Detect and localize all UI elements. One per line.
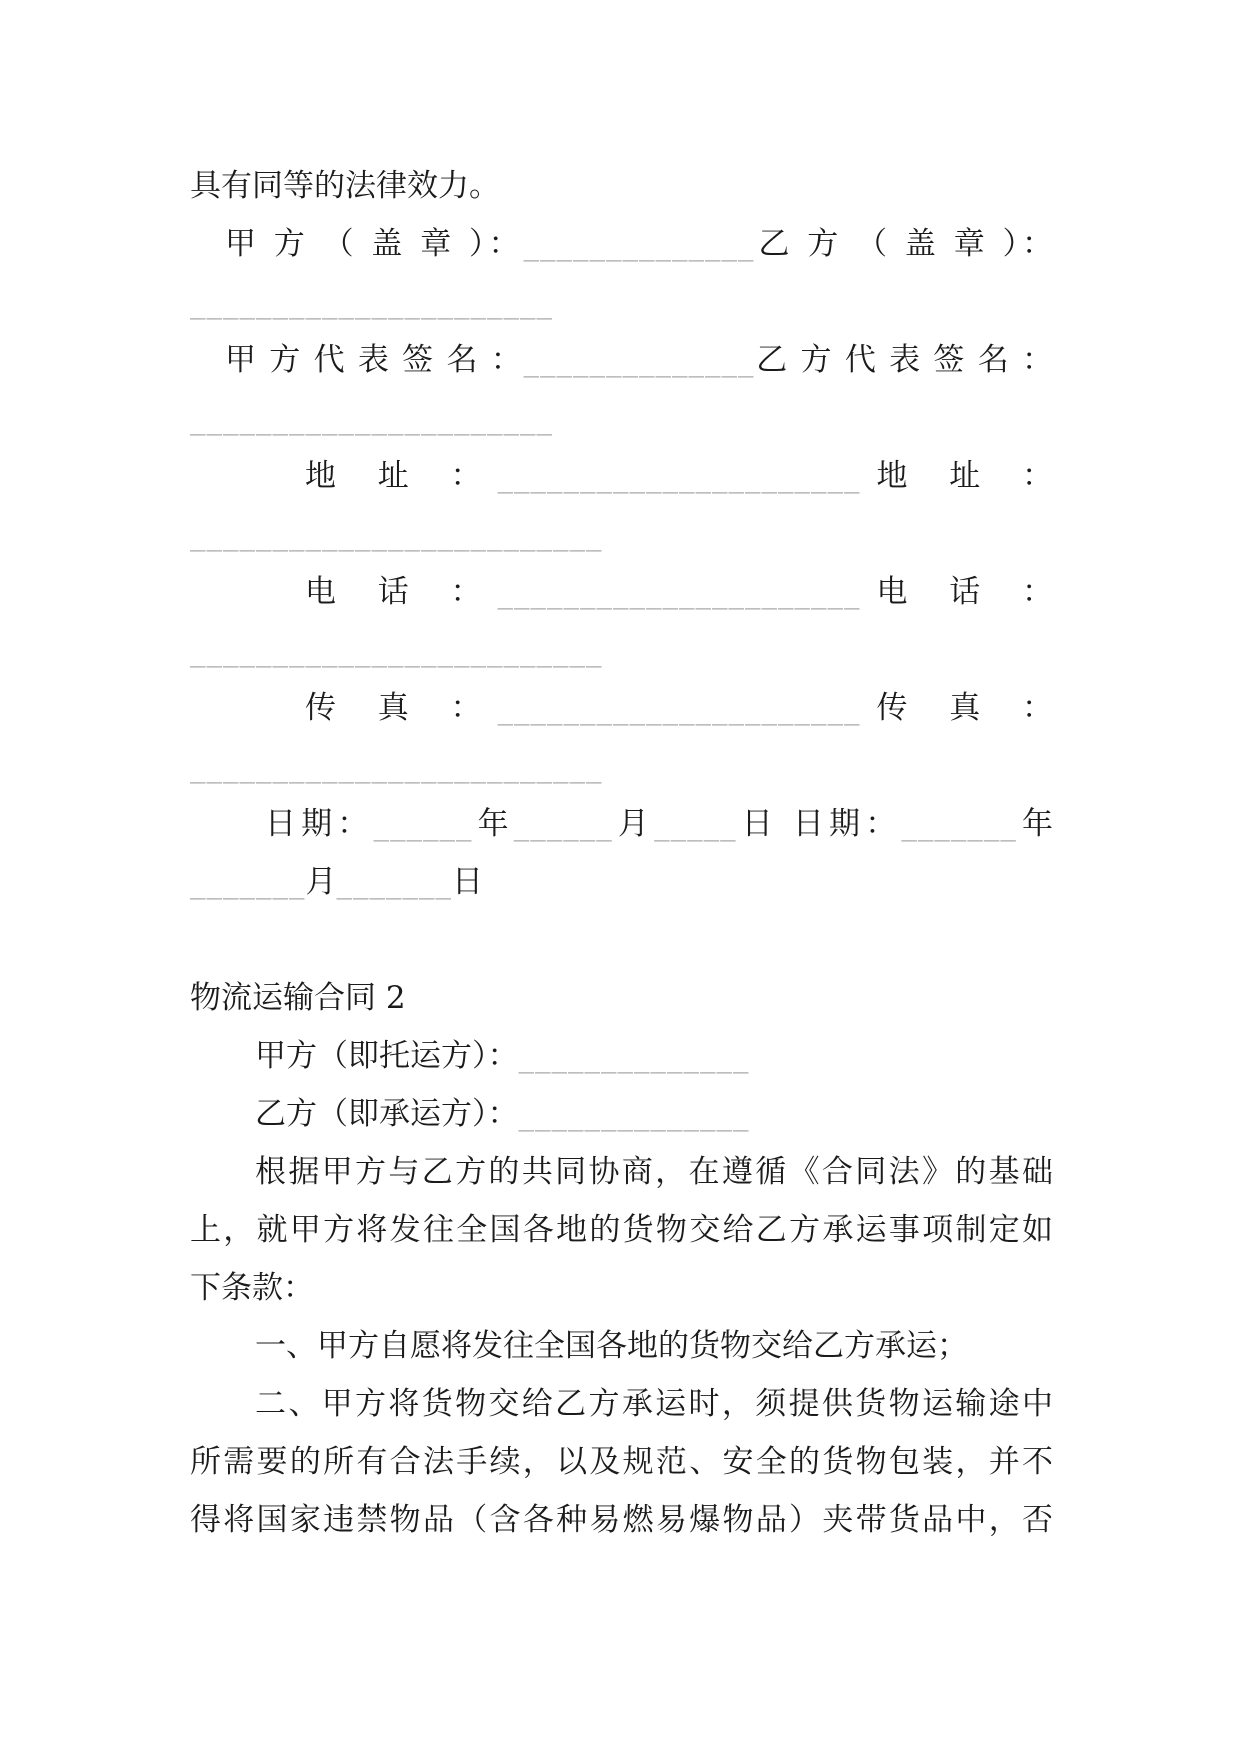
seal-row [190, 215, 1053, 273]
blank-fill-field: ______ [513, 806, 613, 842]
clause-item-2-line-3 [190, 1491, 1053, 1549]
text-run: 地 址 ： [860, 458, 1053, 494]
preamble-line-2 [190, 1201, 1053, 1259]
text-run: 物流运输合同 2 [190, 980, 406, 1016]
text-run: 日 [452, 864, 483, 900]
blank-fill-field: ______________ [523, 342, 755, 378]
blank-fill-field: ______________________ [497, 690, 861, 726]
text-run: 上，就甲方将发往全国各地的货物交给乙方承运事项制定如 [190, 1212, 1053, 1248]
clause-item-1 [190, 1317, 1053, 1375]
text-run: 下条款： [190, 1270, 314, 1306]
text-run: 电 话 ： [305, 574, 498, 610]
blank-fill-field: _________________________ [190, 632, 603, 668]
blank-fill-field: ______________ [518, 1096, 750, 1132]
preamble-line-3 [190, 1259, 1053, 1317]
blank-fill-line [190, 621, 1053, 679]
blank-fill-field: ______________________ [497, 458, 861, 494]
clause-tail-line [190, 157, 1053, 215]
document-body [190, 157, 1053, 1549]
section-title [190, 969, 1053, 1027]
text-run: 所需要的所有合法手续，以及规范、安全的货物包装，并不 [190, 1444, 1053, 1480]
blank-fill-field: _______ [901, 806, 1017, 842]
text-run: 日期： [265, 806, 374, 842]
spacer-line [190, 911, 1053, 969]
text-run: 电 话 ： [860, 574, 1053, 610]
clause-item-2-line-1 [190, 1375, 1053, 1433]
blank-fill-line [190, 505, 1053, 563]
text-run: 地 址 ： [305, 458, 498, 494]
blank-fill-line [190, 737, 1053, 795]
text-run: 日 日期： [736, 806, 902, 842]
representative-sign-row [190, 331, 1053, 389]
blank-fill-field: ______________ [523, 226, 755, 262]
blank-fill-field: ______________________ [190, 284, 553, 320]
fax-row [190, 679, 1053, 737]
blank-fill-field: ______________________ [190, 400, 553, 436]
text-run: 月 [305, 864, 337, 900]
blank-fill-field: ______ [373, 806, 473, 842]
text-run: 月 [612, 806, 655, 842]
text-run: 二、甲方将货物交给乙方承运时，须提供货物运输途中 [255, 1386, 1053, 1422]
blank-fill-line [190, 273, 1053, 331]
party-b-row [190, 1085, 1053, 1143]
clause-item-2-line-2 [190, 1433, 1053, 1491]
blank-fill-field: _________________________ [190, 748, 603, 784]
preamble-line-1 [190, 1143, 1053, 1201]
text-run: 传 真 ： [860, 690, 1053, 726]
phone-row [190, 563, 1053, 621]
text-run: 乙 方 （ 盖 章 ）： [754, 226, 1053, 262]
date-row-tail [190, 853, 1053, 911]
text-run: 得将国家违禁物品（含各种易燃易爆物品）夹带货品中，否 [190, 1502, 1053, 1538]
blank-fill-field: _______ [336, 864, 452, 900]
blank-fill-field: _________________________ [190, 516, 603, 552]
text-run: 年 [472, 806, 514, 842]
party-a-row [190, 1027, 1053, 1085]
blank-fill-field: ______________________ [497, 574, 861, 610]
date-row [190, 795, 1053, 853]
text-run: 年 [1016, 806, 1054, 842]
address-row [190, 447, 1053, 505]
text-run: 甲 方 代 表 签 名 ： [225, 342, 524, 378]
blank-fill-field: _____ [654, 806, 737, 842]
text-run: 具有同等的法律效力。 [190, 168, 500, 204]
blank-fill-field: ______________ [518, 1038, 750, 1074]
blank-fill-line [190, 389, 1053, 447]
text-run: 根据甲方与乙方的共同协商，在遵循《合同法》的基础 [255, 1154, 1053, 1190]
text-run: 一、甲方自愿将发往全国各地的货物交给乙方承运； [255, 1328, 968, 1364]
text-run: 甲 方 （ 盖 章 ）： [225, 226, 524, 262]
text-run: 乙方（即承运方）： [255, 1096, 519, 1132]
text-run: 乙 方 代 表 签 名 ： [754, 342, 1053, 378]
text-run: 甲方（即托运方）： [255, 1038, 519, 1074]
blank-fill-field: _______ [190, 864, 306, 900]
text-run: 传 真 ： [305, 690, 498, 726]
